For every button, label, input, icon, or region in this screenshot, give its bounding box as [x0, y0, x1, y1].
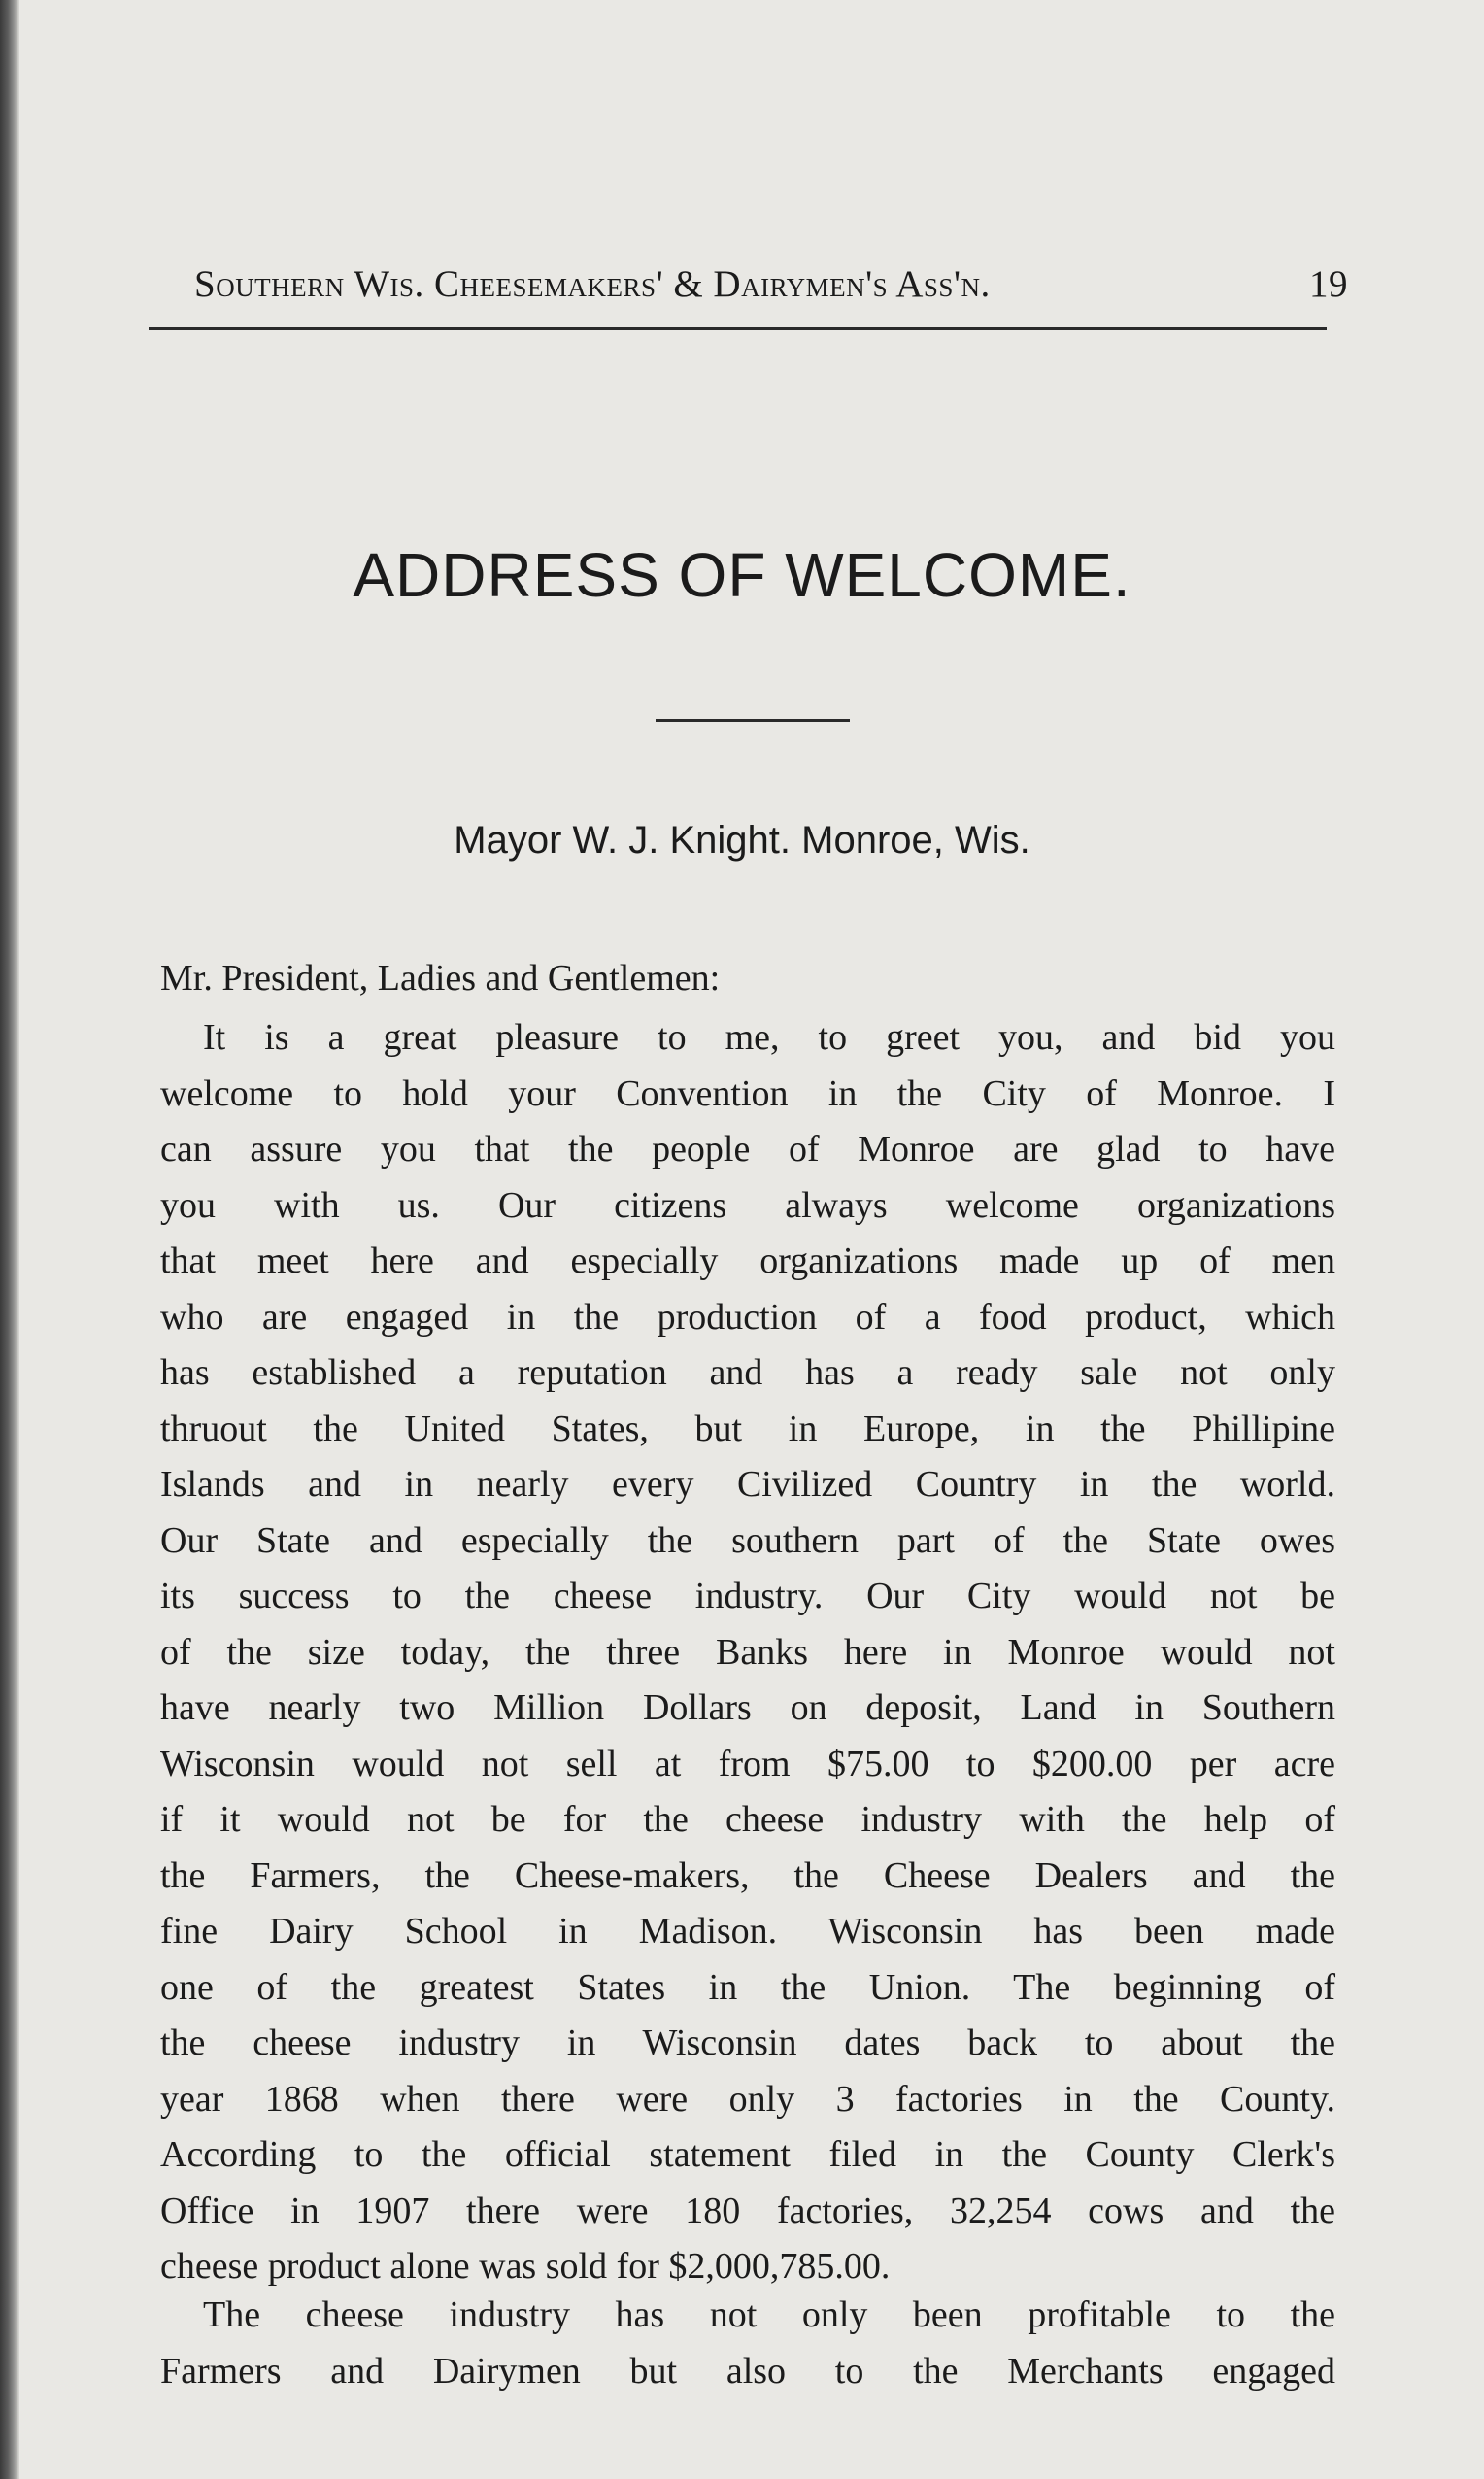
header-rule [149, 327, 1327, 330]
paragraph-line: Farmers and Dairymen but also to the Merchants engaged [160, 2350, 1335, 2392]
paragraph-line: you with us. Our citizens always welcome organizations [160, 1184, 1335, 1226]
paragraph-line: can assure you that the people of Monroe are glad to have [160, 1129, 1335, 1170]
running-title: Southern Wis. Cheesemakers' & Dairymen's Ass'n. [194, 263, 991, 305]
paragraph-line: one of the greatest States in the Union. The beginning of [160, 1966, 1335, 2008]
paragraph-line: year 1868 when there were only 3 factories in the County. [160, 2078, 1335, 2120]
body-paragraph [160, 1010, 1335, 2295]
paragraph-line: Wisconsin would not sell at from $75.00 to $200.00 per acre [160, 1743, 1335, 1784]
paragraph-line: if it would not be for the cheese industry with the help of [160, 1799, 1335, 1840]
paragraph-line: welcome to hold your Convention in the City of Monroe. I [160, 1072, 1335, 1114]
paragraph-line: fine Dairy School in Madison. Wisconsin has been made [160, 1911, 1335, 1952]
paragraph-line: cheese product alone was sold for $2,000,785.00. [160, 2246, 891, 2287]
paragraph-line: It is a great pleasure to me, to greet you, and bid you [203, 1017, 1335, 1058]
paragraph-line: Islands and in nearly every Civilized Country in the world. [160, 1464, 1335, 1505]
article-title: ADDRESS OF WELCOME. [353, 540, 1131, 610]
paragraph-line: have nearly two Million Dollars on deposit, Land in Southern [160, 1687, 1335, 1728]
body-paragraph [160, 2288, 1335, 2399]
article-byline: Mayor W. J. Knight. Monroe, Wis. [454, 819, 1030, 862]
paragraph-line: who are engaged in the production of a food product, which [160, 1296, 1335, 1338]
paragraph-line: Our State and especially the southern part of the State owes [160, 1519, 1335, 1561]
book-spine-edge [0, 0, 19, 2479]
paragraph-line: the Farmers, the Cheese-makers, the Cheese Dealers and the [160, 1854, 1335, 1896]
paragraph-line: thruout the United States, but in Europe, in the Phillipine [160, 1408, 1335, 1449]
paragraph-line: that meet here and especially organizations made up of men [160, 1240, 1335, 1281]
paragraph-line: The cheese industry has not only been profitable to the [203, 2294, 1335, 2335]
page-number: 19 [1309, 263, 1348, 305]
paragraph-line: has established a reputation and has a ready sale not only [160, 1352, 1335, 1393]
title-rule [656, 719, 850, 722]
paragraph-line: According to the official statement filed in the County Clerk's [160, 2134, 1335, 2175]
paragraph-line: the cheese industry in Wisconsin dates back to about the [160, 2022, 1335, 2063]
paragraph-line: Office in 1907 there were 180 factories, 32,254 cows and the [160, 2190, 1335, 2231]
paragraph-line: of the size today, the three Banks here in Monroe would not [160, 1631, 1335, 1673]
paragraph-line: its success to the cheese industry. Our City would not be [160, 1576, 1335, 1616]
salutation: Mr. President, Ladies and Gentlemen: [160, 958, 721, 999]
